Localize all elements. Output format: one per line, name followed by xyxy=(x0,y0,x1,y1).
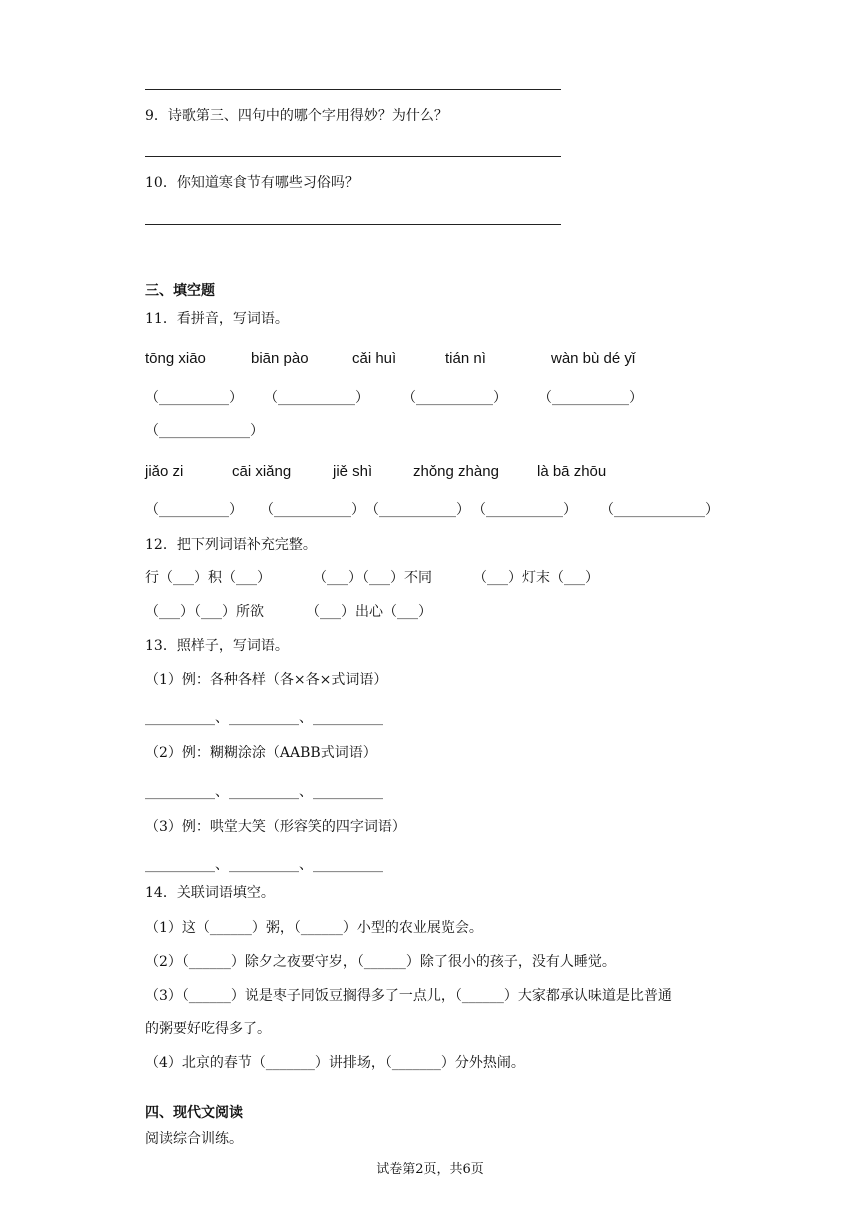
answer-blank[interactable]: （_____________） xyxy=(600,502,719,518)
question-14-3-cont: 的粥要好吃得多了。 xyxy=(145,1021,271,1037)
question-14-4[interactable]: （4）北京的春节（_______）讲排场，（_______）分外热闹。 xyxy=(145,1055,525,1071)
page-footer: 试卷第2页，共6页 xyxy=(376,1162,484,1177)
question-9: 9．诗歌第三、四句中的哪个字用得妙？为什么？ xyxy=(145,108,448,124)
pinyin-item: wàn bù dé yǐ xyxy=(551,350,636,367)
question-10: 10．你知道寒食节有哪些习俗吗？ xyxy=(145,175,359,191)
fill-idiom[interactable]: （___）灯末（___） xyxy=(473,570,599,586)
pinyin-item: jiě shì xyxy=(333,463,373,480)
question-13-2: （2）例：糊糊涂涂（AABB式词语） xyxy=(145,745,377,761)
answer-blank[interactable]: __________、__________、__________ xyxy=(145,784,383,800)
question-14-1[interactable]: （1）这（______）粥，（______）小型的农业展览会。 xyxy=(145,920,483,936)
answer-blank[interactable]: （___________） xyxy=(365,502,470,518)
reading-intro: 阅读综合训练。 xyxy=(145,1131,243,1147)
question-13: 13．照样子，写词语。 xyxy=(145,638,289,654)
pinyin-item: jiǎo zi xyxy=(145,463,184,480)
answer-blank[interactable]: （___________） xyxy=(402,390,507,406)
fill-idiom[interactable]: 行（___）积（___） xyxy=(145,570,271,586)
answer-blank[interactable]: __________、__________、__________ xyxy=(145,857,383,873)
answer-blank[interactable]: （_____________） xyxy=(145,423,264,439)
pinyin-item: cāi xiǎng xyxy=(232,463,292,480)
pinyin-item: zhǒng zhàng xyxy=(413,463,499,480)
fill-idiom[interactable]: （___）（___）所欲 xyxy=(145,604,264,620)
answer-line[interactable] xyxy=(145,89,561,90)
pinyin-item: cǎi huì xyxy=(352,350,397,367)
question-11: 11．看拼音，写词语。 xyxy=(145,311,289,327)
answer-blank[interactable]: __________、__________、__________ xyxy=(145,710,383,726)
pinyin-item: tián nì xyxy=(445,350,486,367)
question-14-2[interactable]: （2）（______）除夕之夜要守岁，（______）除了很小的孩子，没有人睡觉。 xyxy=(145,954,616,970)
question-13-1: （1）例：各种各样（各×各×式词语） xyxy=(145,672,388,688)
pinyin-item: tōng xiāo xyxy=(145,350,206,367)
answer-line[interactable] xyxy=(145,224,561,225)
pinyin-item: biān pào xyxy=(251,350,309,367)
fill-idiom[interactable]: （___）（___）不同 xyxy=(313,570,432,586)
section-title-fill-blank: 三、填空题 xyxy=(145,283,215,299)
question-12: 12．把下列词语补充完整。 xyxy=(145,537,317,553)
answer-line[interactable] xyxy=(145,156,561,157)
answer-blank[interactable]: （___________） xyxy=(538,390,643,406)
answer-blank[interactable]: （__________） xyxy=(145,502,243,518)
fill-idiom[interactable]: （___）出心（___） xyxy=(306,604,432,620)
answer-blank[interactable]: （___________） xyxy=(264,390,369,406)
pinyin-item: là bā zhōu xyxy=(537,463,607,480)
question-14: 14．关联词语填空。 xyxy=(145,885,275,901)
question-13-3: （3）例：哄堂大笑（形容笑的四字词语） xyxy=(145,819,406,835)
question-14-3[interactable]: （3）（______）说是枣子同饭豆搁得多了一点儿，（______）大家都承认味道是比普通 xyxy=(145,988,672,1004)
answer-blank[interactable]: （___________） xyxy=(260,502,365,518)
answer-blank[interactable]: （__________） xyxy=(145,390,243,406)
answer-blank[interactable]: （___________） xyxy=(472,502,577,518)
section-title-reading: 四、现代文阅读 xyxy=(145,1105,243,1121)
